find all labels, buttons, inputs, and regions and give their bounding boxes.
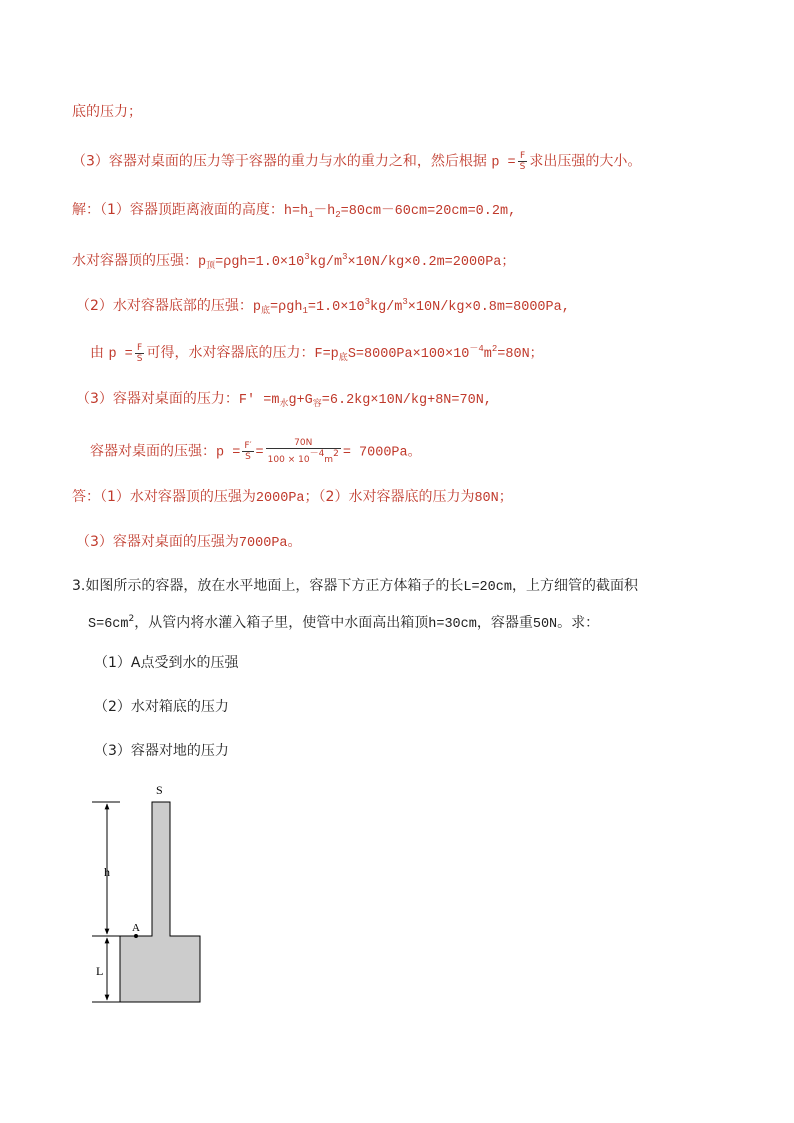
text: 3.如图所示的容器，放在水平地面上，容器下方正方体箱子的长 bbox=[72, 578, 464, 594]
text: 水对容器顶的压强： bbox=[72, 253, 198, 269]
part: ×10N/kg×0.8m=8000Pa, bbox=[407, 300, 570, 315]
fraction-f-over-s bbox=[518, 151, 528, 172]
sub: 1 bbox=[308, 210, 314, 220]
sub: 1 bbox=[302, 306, 308, 316]
text: ，上方细管的截面积 bbox=[511, 578, 638, 594]
numerator: F bbox=[518, 151, 528, 162]
part: ×10N/kg×0.2m=2000Pa； bbox=[347, 255, 515, 270]
part: h=h bbox=[283, 204, 309, 219]
numerator: F bbox=[135, 343, 145, 354]
text: （3）容器对桌面的压强为 bbox=[76, 534, 239, 550]
formula bbox=[198, 252, 515, 271]
part: 100 × 10 bbox=[267, 455, 310, 465]
part: =ρgh=1.0×10 bbox=[215, 255, 305, 270]
sup: 2 bbox=[333, 449, 339, 459]
solution-line-4 bbox=[90, 339, 543, 368]
text: ； bbox=[498, 489, 513, 505]
denominator bbox=[266, 449, 341, 465]
value: 7000Pa bbox=[238, 536, 288, 551]
text: 由 bbox=[90, 345, 104, 361]
sub: 顶 bbox=[206, 261, 216, 271]
part: =6.2kg×10N/kg+8N=70N, bbox=[321, 393, 492, 408]
text: 解：（1）容器顶距离液面的高度： bbox=[72, 202, 284, 218]
part: F′ =m bbox=[238, 393, 280, 408]
part: －h bbox=[313, 204, 336, 219]
text: （3）容器对桌面的压力等于容器的重力与水的重力之和，然后根据 bbox=[72, 153, 487, 170]
text: （3）容器对地的压力 bbox=[94, 743, 229, 759]
value: 50N bbox=[532, 617, 558, 632]
sup: 3 bbox=[342, 252, 348, 262]
label-h: h bbox=[104, 865, 110, 879]
text: （3）容器对桌面的压力： bbox=[76, 391, 239, 407]
text: 。 bbox=[287, 534, 302, 550]
denominator: S bbox=[136, 353, 143, 364]
part: =ρgh bbox=[270, 300, 303, 315]
point-a-dot bbox=[134, 934, 138, 938]
part: m bbox=[483, 347, 492, 362]
solution-line-2 bbox=[72, 247, 515, 276]
answer-line-1 bbox=[72, 102, 142, 122]
analysis-line-3 bbox=[72, 151, 641, 174]
sup: 2 bbox=[491, 344, 498, 354]
denominator: S bbox=[519, 162, 526, 172]
part: p bbox=[252, 300, 262, 315]
container-shape bbox=[120, 802, 200, 1002]
question-item-1 bbox=[94, 653, 238, 673]
formula-p: p = bbox=[491, 155, 516, 171]
formula bbox=[314, 344, 544, 363]
part: S=8000Pa×100×10 bbox=[347, 347, 470, 362]
text: （2）水对容器底部的压强： bbox=[76, 298, 253, 314]
part: =80cm－60cm=20cm=0.2m, bbox=[340, 204, 517, 219]
text: ；（2）水对容器底的压力为 bbox=[304, 489, 475, 505]
solution-line-5 bbox=[76, 389, 492, 414]
part: =80N； bbox=[497, 347, 544, 362]
text: ，容器重 bbox=[476, 615, 533, 631]
question-item-3 bbox=[94, 741, 229, 761]
sup: 3 bbox=[402, 297, 408, 307]
text: （1）A点受到水的压强 bbox=[94, 655, 239, 671]
value: L=20cm bbox=[463, 580, 512, 595]
question-3-line-2 bbox=[88, 609, 599, 635]
value: S=6cm bbox=[88, 617, 129, 632]
solution-line-1 bbox=[72, 200, 516, 225]
sup: 3 bbox=[304, 252, 310, 262]
text: 求出压强的大小。 bbox=[529, 153, 642, 170]
question-3-line-1 bbox=[72, 576, 638, 598]
container-diagram bbox=[80, 780, 300, 1020]
formula-p: p = bbox=[216, 445, 241, 461]
label-l: L bbox=[96, 964, 104, 978]
part: =1.0×10 bbox=[307, 300, 365, 315]
part: kg/m bbox=[309, 255, 343, 270]
sub: 2 bbox=[335, 210, 341, 220]
numerator: F′ bbox=[244, 441, 252, 451]
question-item-2 bbox=[94, 697, 229, 717]
numerator: 70N bbox=[266, 438, 341, 449]
sub: 底 bbox=[261, 306, 271, 316]
part: F=p bbox=[314, 347, 339, 362]
formula bbox=[252, 297, 570, 316]
fraction-f-prime-over-s bbox=[242, 441, 253, 462]
fraction-f-over-s bbox=[135, 343, 145, 364]
solution-line-6 bbox=[90, 438, 421, 465]
equals: = bbox=[255, 445, 264, 461]
formula bbox=[239, 393, 492, 408]
answer-summary-1 bbox=[72, 487, 513, 509]
text: 答：（1）水对容器顶的压强为 bbox=[72, 489, 256, 505]
label-s: S bbox=[156, 783, 163, 797]
text: 。求： bbox=[557, 615, 600, 631]
text: （2）水对箱底的压力 bbox=[94, 699, 229, 715]
text: 可得，水对容器底的压力： bbox=[146, 345, 315, 361]
denominator: S bbox=[245, 452, 251, 462]
answer-summary-2 bbox=[76, 532, 302, 554]
formula bbox=[284, 204, 516, 219]
sub: 底 bbox=[338, 353, 348, 363]
solution-line-3 bbox=[76, 292, 570, 321]
value: 2000Pa bbox=[255, 491, 305, 506]
fraction-70n-over-area bbox=[266, 438, 341, 465]
result: = 7000Pa。 bbox=[342, 445, 422, 461]
part: g+G bbox=[288, 393, 313, 408]
label-a: A bbox=[132, 922, 140, 934]
text: 底的压力； bbox=[72, 104, 142, 120]
text: 容器对桌面的压强： bbox=[90, 443, 216, 460]
formula-p: p = bbox=[108, 347, 133, 362]
sub: 水 bbox=[279, 399, 289, 409]
part: kg/m bbox=[369, 300, 403, 315]
sup: 2 bbox=[128, 614, 135, 624]
text: ，从管内将水灌入箱子里，使管中水面高出箱顶 bbox=[134, 615, 429, 631]
value: 80N bbox=[474, 491, 499, 506]
sup: －4 bbox=[309, 449, 325, 459]
part: p bbox=[198, 255, 207, 270]
sup: －4 bbox=[469, 344, 484, 354]
part: m bbox=[324, 455, 334, 465]
sup: 3 bbox=[364, 297, 370, 307]
sub: 容 bbox=[312, 399, 322, 409]
value: h=30cm bbox=[428, 617, 477, 632]
